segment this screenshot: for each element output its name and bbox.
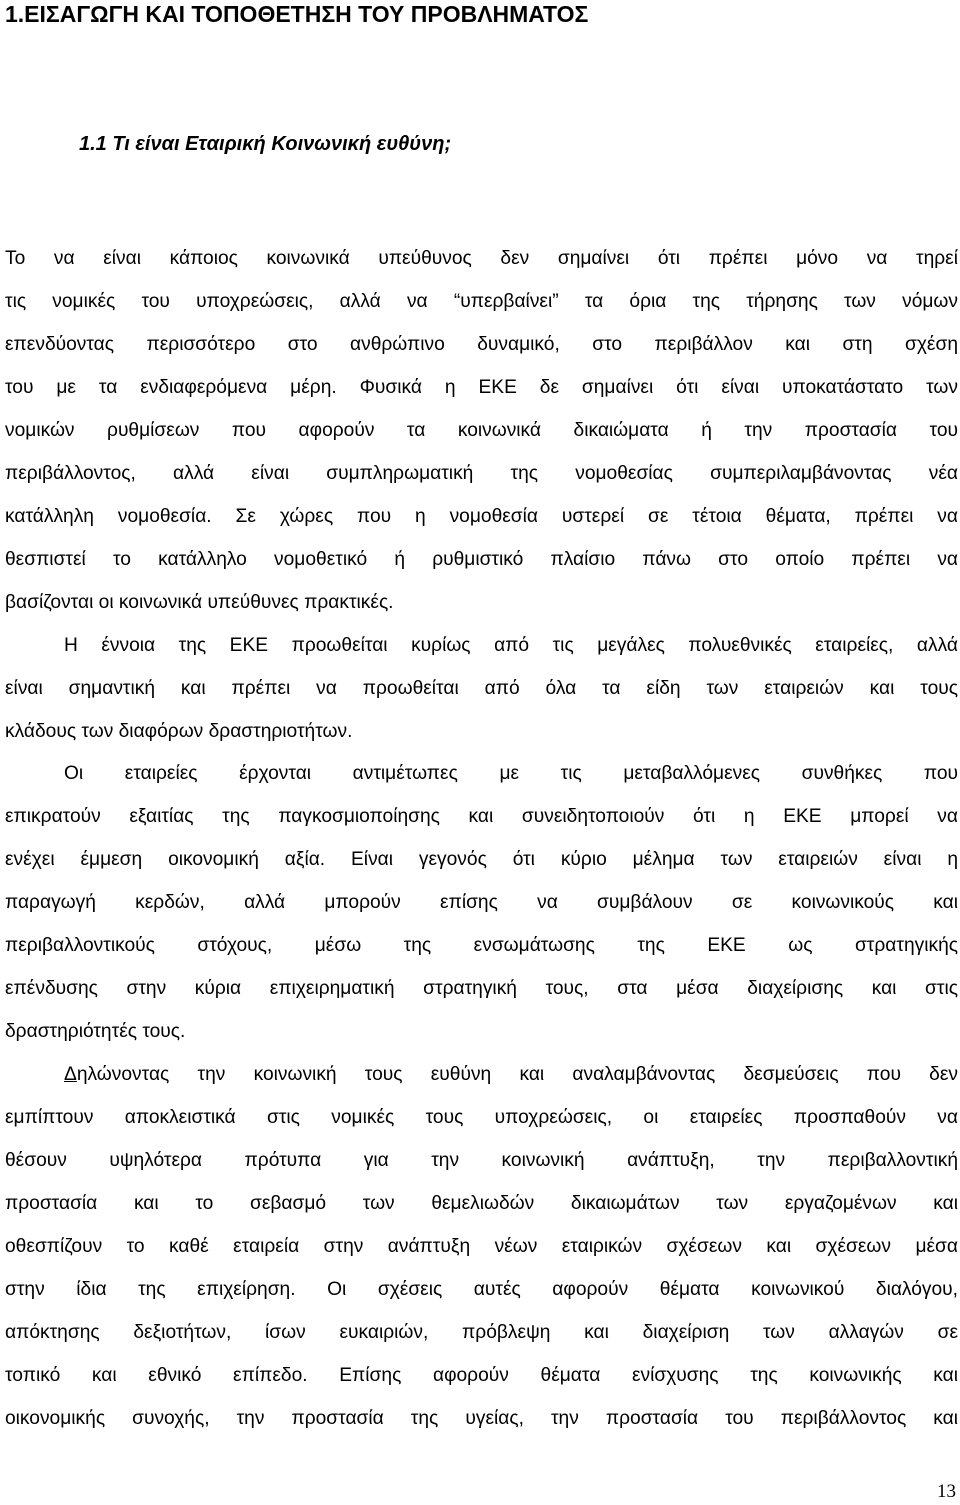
text-line: οθεσπίζουν το καθέ εταιρεία στην ανάπτυξη νέων εταιρικών σχέσεων και σχέσεων μέσα [5, 1236, 958, 1257]
text-line: του με τα ενδιαφερόμενα μέρη. Φυσικά η ΕΚΕ δε σημαίνει ότι είναι υποκατάστατο των [5, 377, 958, 398]
text-line: τις νομικές του υποχρεώσεις, αλλά να “υπερβαίνει” τα όρια της τήρησης των νόμων [5, 291, 958, 312]
text-line: βασίζονται οι κοινωνικά υπεύθυνες πρακτικές. [5, 592, 394, 613]
text-line: οικονομικής συνοχής, την προστασία της υγείας, την προστασία του περιβάλλοντος και [5, 1408, 958, 1429]
text-line: νομικών ρυθμίσεων που αφορούν τα κοινωνικά δικαιώματα ή την προστασία του [5, 420, 958, 441]
text-line: Το να είναι κάποιος κοινωνικά υπεύθυνος δεν σημαίνει ότι πρέπει μόνο να τηρεί [5, 248, 958, 269]
text-line [64, 1060, 958, 1090]
text-line: προστασία και το σεβασμό των θεμελιωδών δικαιωμάτων των εργαζομένων και [5, 1193, 958, 1214]
chapter-title: 1.ΕΙΣΑΓΩΓΗ ΚΑΙ ΤΟΠΟΘΕΤΗΣΗ ΤΟΥ ΠΡΟΒΛΗΜΑΤΟΣ [5, 1, 589, 27]
text-line: δραστηριότητές τους. [5, 1021, 186, 1042]
text-line: επικρατούν εξαιτίας της παγκοσμιοποίησης και συνειδητοποιούν ότι η ΕΚΕ μπορεί να [5, 806, 958, 827]
text-line: περιβάλλοντος, αλλά είναι συμπληρωματική της νομοθεσίας συμπεριλαμβάνοντας νέα [5, 463, 958, 484]
text-line: στην ίδια της επιχείρηση. Οι σχέσεις αυτές αφορούν θέματα κοινωνικού διαλόγου, [5, 1279, 958, 1300]
text-line: τοπικό και εθνικό επίπεδο. Επίσης αφορούν θέματα ενίσχυσης της κοινωνικής και [5, 1365, 958, 1386]
text-line: εμπίπτουν αποκλειστικά στις νομικές τους υποχρεώσεις, οι εταιρείες προσπαθούν να [5, 1107, 958, 1128]
text-line: είναι σημαντική και πρέπει να προωθείται από όλα τα είδη των εταιρειών και τους [5, 678, 958, 699]
text-line: θεσπιστεί το κατάλληλο νομοθετικό ή ρυθμιστικό πλαίσιο πάνω στο οποίο πρέπει να [5, 549, 958, 570]
page-number: 13 [937, 1481, 956, 1502]
section-title: 1.1 Τι είναι Εταιρική Κοινωνική ευθύνη; [79, 133, 452, 155]
text-line: Οι εταιρείες έρχονται αντιμέτωπες με τις μεταβαλλόμενες συνθήκες που [64, 763, 958, 784]
text-line: παραγωγή κερδών, αλλά μπορούν επίσης να συμβάλουν σε κοινωνικούς και [5, 892, 958, 913]
text-line: ενέχει έμμεση οικονομική αξία. Είναι γεγονός ότι κύριο μέλημα των εταιρειών είναι η [5, 849, 958, 870]
underlined-initial: Δ [64, 1064, 77, 1085]
text-line: επενδύοντας περισσότερο στο ανθρώπινο δυναμικό, στο περιβάλλον και στη σχέση [5, 334, 958, 355]
text-line: επένδυσης στην κύρια επιχειρηματική στρατηγική τους, στα μέσα διαχείρισης και στις [5, 978, 958, 999]
text-line: κατάλληλη νομοθεσία. Σε χώρες που η νομοθεσία υστερεί σε τέτοια θέματα, πρέπει να [5, 506, 958, 527]
text-line: Η έννοια της ΕΚΕ προωθείται κυρίως από τις μεγάλες πολυεθνικές εταιρείες, αλλά [64, 635, 958, 656]
text-line-rest: ηλώνοντας την κοινωνική τους ευθύνη και αναλαμβάνοντας δεσμεύσεις που δεν [76, 1064, 958, 1085]
text-line: θέσουν υψηλότερα πρότυπα για την κοινωνική ανάπτυξη, την περιβαλλοντική [5, 1150, 958, 1171]
text-line: περιβαλλοντικούς στόχους, μέσω της ενσωμάτωσης της ΕΚΕ ως στρατηγικής [5, 935, 958, 956]
text-line: απόκτησης δεξιοτήτων, ίσων ευκαιριών, πρόβλεψη και διαχείριση των αλλαγών σε [5, 1322, 958, 1343]
text-line: κλάδους των διαφόρων δραστηριοτήτων. [5, 721, 353, 742]
